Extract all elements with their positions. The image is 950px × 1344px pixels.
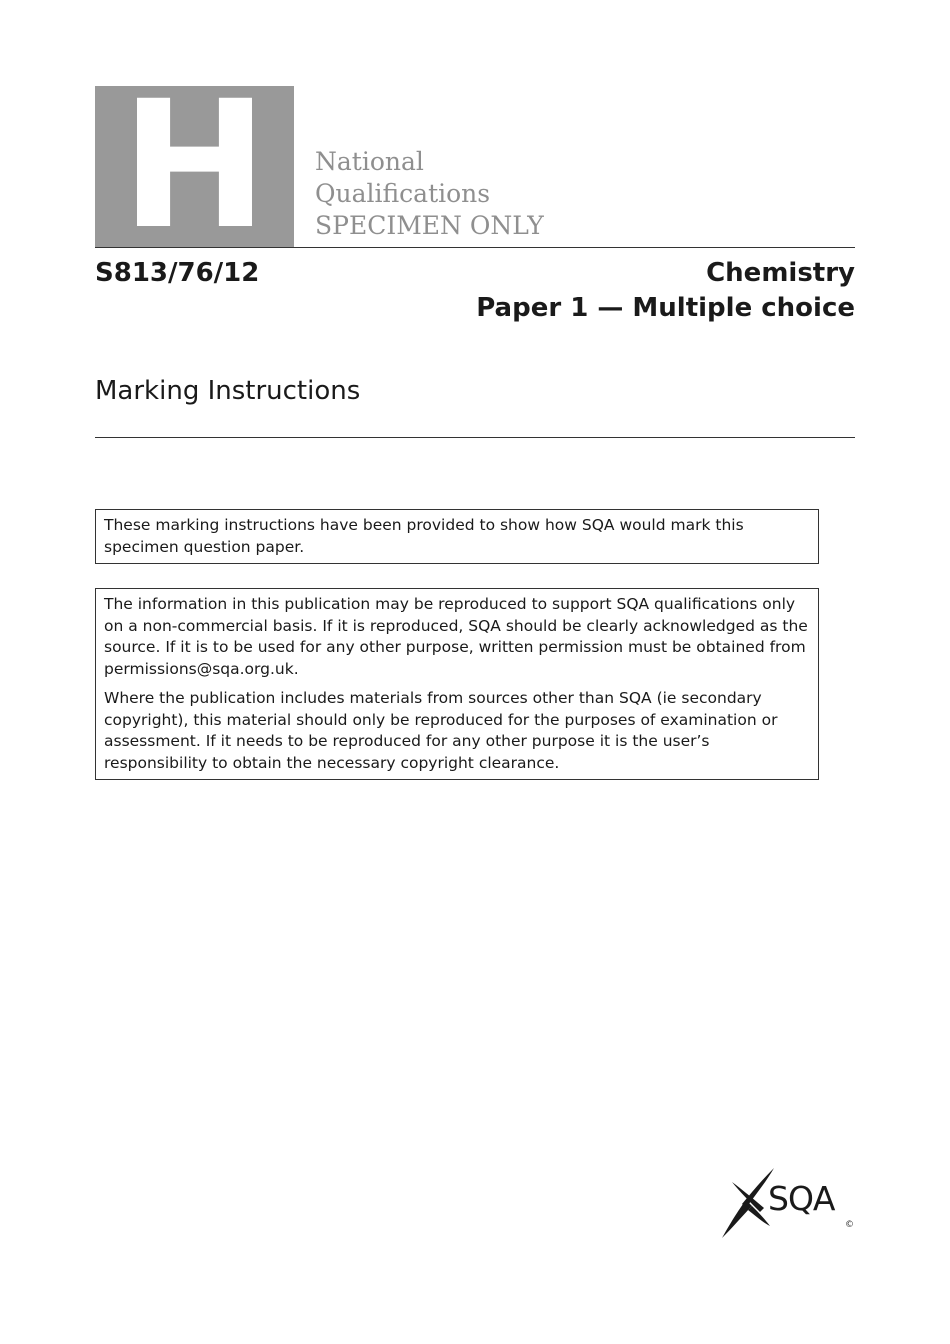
nq-line-specimen: SPECIMEN ONLY: [315, 211, 544, 240]
copyright-notice-paragraph-1: The information in this publication may be reproduced to support SQA qualifications only on a non-commercial basis. If it is reproduced, SQA should be clearly acknowledged as the source. If it is to be used for any other purpose, written permission must be obtained from permissions@sqa.org.uk.: [104, 595, 808, 678]
copyright-notice-paragraph-2: Where the publication includes materials from sources other than SQA (ie secondary copyright), this material should only be reproduced for the purposes of examination or assessment. If it needs to be reproduced for any other purpose it is the user’s responsibility to obtain the necessary copyright clearance.: [104, 689, 778, 772]
paper-title: Paper 1 — Multiple choice: [476, 293, 855, 323]
sqa-logo: [718, 1166, 858, 1242]
sqa-logo-text: SQA: [768, 1179, 835, 1218]
level-block: [95, 86, 294, 247]
subject-title: Chemistry: [706, 258, 855, 288]
copyright-mark: ©: [845, 1220, 854, 1230]
national-qualifications-heading: [315, 146, 544, 242]
header-divider: [95, 247, 855, 248]
nq-line-qualifications: Qualifications: [315, 179, 491, 208]
nq-line-national: National: [315, 147, 424, 176]
title-divider: [95, 437, 855, 438]
level-letter: H: [120, 86, 269, 247]
paper-code: S813/76/12: [95, 258, 260, 288]
copyright-notice-box: [95, 588, 819, 780]
document-title: Marking Instructions: [95, 376, 361, 406]
subject-block: [476, 256, 855, 326]
marking-notice-text: These marking instructions have been provided to show how SQA would mark this specimen question paper.: [104, 516, 744, 556]
marking-notice-box: [95, 509, 819, 564]
